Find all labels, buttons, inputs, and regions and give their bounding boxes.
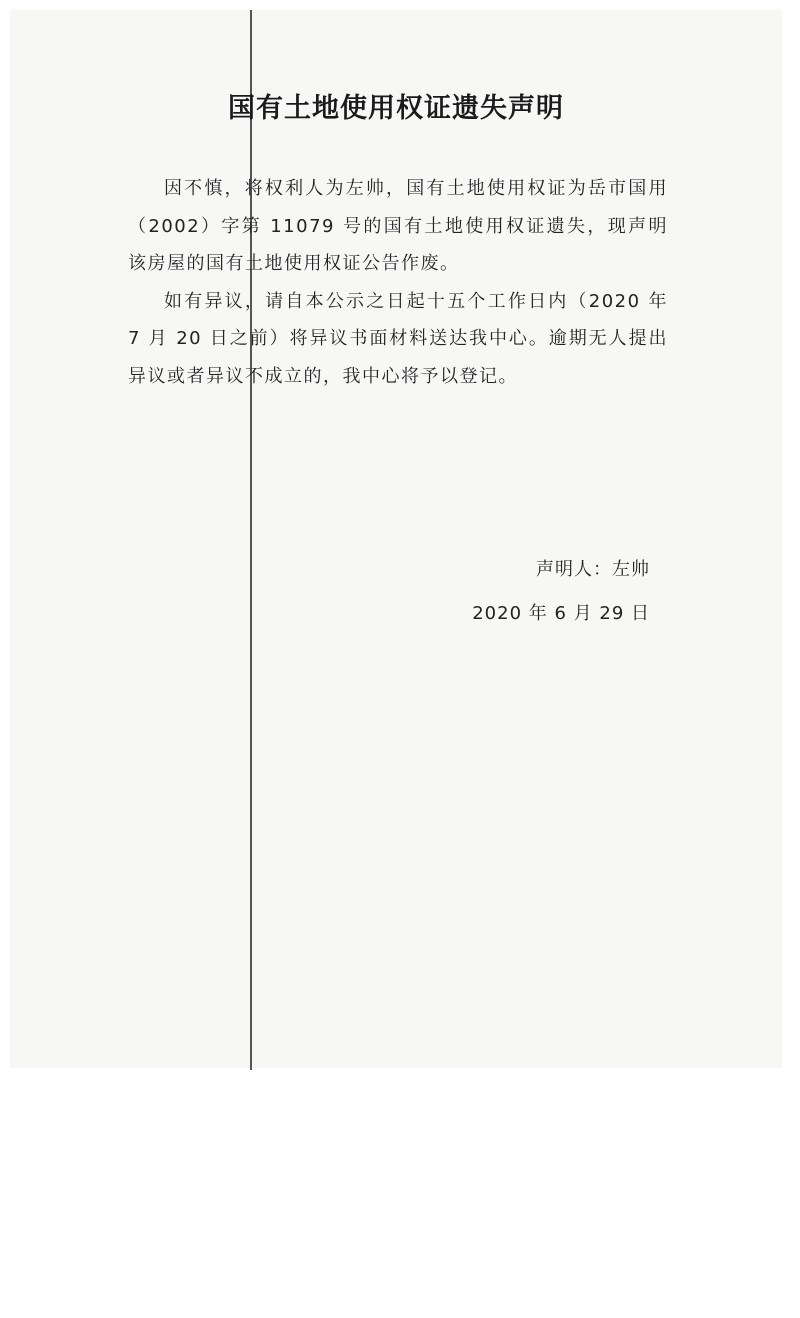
declaration-date: 2020 年 6 月 29 日 [472, 603, 650, 624]
scanned-page-background [10, 10, 782, 1068]
document-title: 国有土地使用权证遗失声明 [228, 93, 564, 124]
signature-block [472, 548, 650, 636]
declarant-line: 声明人：左帅 [536, 559, 650, 580]
paragraph-objection-notice: 如有异议，请自本公示之日起十五个工作日内（2020 年 7 月 20 日之前）将异议书面材料送达我中心。逾期无人提出异议或者异议不成立的，我中心将予以登记。 [128, 290, 668, 387]
scan-fold-line [250, 10, 252, 1070]
paragraph-statement: 因不慎，将权利人为左帅，国有土地使用权证为岳市国用（2002）字第 11079 号的国有土地使用权证遗失，现声明该房屋的国有土地使用权证公告作废。 [128, 178, 668, 274]
document-body [128, 170, 668, 395]
